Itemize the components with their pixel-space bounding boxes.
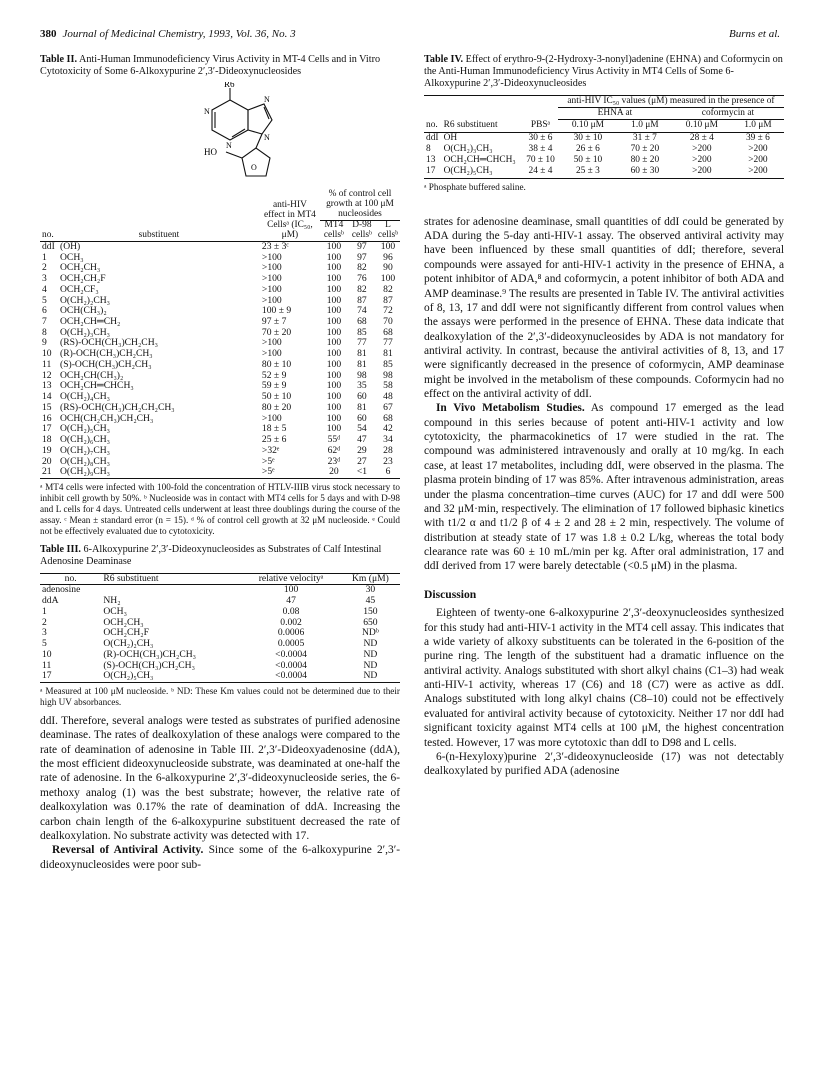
t2-cell-l: 28 (383, 444, 393, 456)
t2-cell-ic50: >100 (261, 273, 282, 285)
t2-cell-substituent: O(CH₂)₂CH₃ (60, 294, 111, 306)
t2-cell-no: ddI (42, 240, 55, 252)
t3-cell-velocity: <0.0004 (275, 670, 307, 682)
t2-cell-l: 85 (383, 358, 393, 370)
t4-cell-cof-1: >200 (692, 166, 712, 177)
t4-body (424, 132, 784, 178)
t2-cell-l: 96 (383, 251, 393, 263)
t2-cell-l: 68 (383, 412, 393, 424)
t4-cell-no: 8 (426, 143, 431, 154)
t3-col-r6: R6 substituent (103, 572, 159, 584)
t3-cell-velocity: 0.0006 (277, 627, 305, 639)
table4-label: Table IV. (424, 54, 464, 65)
t2-cell-substituent: O(CH₂)₃CH₃ (60, 326, 111, 338)
t3-cell-substituent: O(CH₂)₂CH₃ (103, 638, 154, 650)
struct-n1-label: N (204, 107, 210, 117)
table-row (424, 132, 784, 144)
t3-cell-no: 3 (42, 627, 47, 639)
table-row (40, 403, 400, 414)
t4-cell-ehna-2: 80 ± 20 (630, 155, 660, 166)
t2-cell-no: 11 (42, 358, 52, 370)
t2-col-group: % of control cell growth at 100 μM nucleosides (320, 190, 400, 220)
table-row (40, 639, 400, 650)
t2-cell-no: 21 (42, 466, 52, 478)
t3-cell-velocity: 0.0005 (277, 638, 305, 650)
t4-cell-no: 13 (426, 155, 436, 166)
table4 (424, 95, 784, 179)
t2-cell-substituent: OCH(CH₂CH₃)CH₂CH₃ (60, 412, 154, 424)
purine-nucleoside-structure (190, 82, 310, 190)
t4-cell-no: 17 (426, 166, 436, 177)
t4-col-r6: R6 substituent (443, 120, 498, 131)
t2-cell-d98: 47 (357, 434, 367, 446)
t2-cell-d98: <1 (356, 466, 368, 478)
t2-body (40, 241, 400, 478)
t4-cell-cof-2: >200 (748, 155, 768, 166)
struct-o-label: O (251, 163, 257, 173)
t3-cell-velocity: 0.002 (280, 616, 302, 628)
t2-cell-ic50: 97 ± 7 (261, 315, 287, 327)
table4-caption (424, 54, 784, 91)
t4-coformycin-header: coformycin at (672, 107, 784, 119)
t3-cell-no: 5 (42, 638, 47, 650)
t2-cell-mt4: 100 (326, 251, 342, 263)
t3-cell-no: 2 (42, 616, 47, 628)
t2-cell-ic50: 59 ± 9 (261, 380, 287, 392)
t2-cell-substituent: O(CH₂)₈CH₃ (60, 455, 111, 467)
t2-cell-mt4: 55ᵈ (327, 434, 341, 446)
table3 (40, 573, 400, 683)
t4-col-conc-2: 1.0 μM (631, 120, 659, 131)
t2-cell-substituent: (RS)-OCH(CH₃)CH₂CH₃ (60, 337, 158, 349)
t2-cell-no: 12 (42, 369, 52, 381)
table4-title: Effect of erythro-9-(2-Hydroxy-3-nonyl)adenine (EHNA) and Coformycin on the Anti-Human Immunodeficiency Virus Activity in MT4 Cells of Some 6-Alkoxypurine 2′,3′-Dideoxynucleosides (424, 54, 783, 90)
t2-cell-l: 98 (383, 369, 393, 381)
t2-cell-d98: 98 (357, 369, 367, 381)
t2-cell-substituent: OCH₂CH₂F (60, 273, 106, 285)
t2-cell-ic50: 50 ± 10 (261, 391, 292, 403)
t2-cell-substituent: OCH₂CH₃ (60, 262, 101, 274)
t2-cell-no: 17 (42, 423, 52, 435)
t2-cell-ic50: >100 (261, 251, 282, 263)
t2-cell-no: 9 (42, 337, 47, 349)
t2-cell-substituent: OCH₂CH═CH₂ (60, 315, 121, 327)
t2-cell-l: 81 (383, 348, 393, 360)
running-head-authors: Burns et al. (728, 28, 780, 40)
t2-cell-no: 10 (42, 348, 52, 360)
t2-cell-d98: 60 (357, 391, 367, 403)
t3-cell-velocity: <0.0004 (275, 659, 307, 671)
t4-cell-substituent: OH (443, 132, 458, 143)
left-paragraph-2 (40, 843, 400, 872)
t3-cell-km: 45 (365, 595, 376, 607)
t2-cell-no: 20 (42, 455, 52, 467)
t2-cell-ic50: >100 (261, 283, 282, 295)
right-column (424, 54, 784, 779)
t4-ehna-header: EHNA at (558, 107, 672, 119)
t4-cell-ehna-1: 25 ± 3 (575, 166, 600, 177)
t2-cell-no: 4 (42, 283, 47, 295)
table2 (40, 190, 400, 479)
t2-cell-ic50: 80 ± 20 (261, 401, 292, 413)
t2-cell-mt4: 20 (329, 466, 339, 478)
reversal-text: Since some of the 6-alkoxypurine 2′,3′-dideoxynucleosides were poor sub- (40, 844, 400, 871)
struct-n9-label: N (264, 133, 270, 143)
t2-cell-d98: 81 (357, 358, 367, 370)
t2-col-l: L cellsᵇ (377, 220, 399, 240)
t4-cell-ehna-2: 70 ± 20 (630, 143, 660, 154)
t2-cell-substituent: OCH₃ (60, 251, 84, 263)
t2-cell-no: 5 (42, 294, 47, 306)
t2-cell-mt4: 100 (326, 423, 342, 435)
t3-cell-substituent (101, 585, 241, 596)
t3-cell-km: 150 (363, 605, 378, 617)
t3-cell-velocity: 100 (283, 584, 299, 596)
table4-footnote: ᵃ Phosphate buffered saline. (424, 181, 526, 192)
struct-n7-label: N (264, 95, 270, 105)
t2-cell-ic50: 18 ± 5 (261, 423, 287, 435)
t2-cell-mt4: 100 (326, 401, 342, 413)
t3-cell-velocity: <0.0004 (275, 648, 307, 660)
t2-cell-ic50: 25 ± 6 (261, 434, 287, 446)
t2-cell-mt4: 100 (326, 337, 342, 349)
t4-cell-ehna-2: 31 ± 7 (632, 132, 657, 143)
t4-cell-pbs: 24 ± 4 (528, 166, 553, 177)
t2-cell-d98: 27 (357, 455, 367, 467)
t2-cell-mt4: 100 (326, 283, 342, 295)
t2-cell-no: 19 (42, 444, 52, 456)
running-head-left (40, 28, 296, 40)
t2-cell-l: 67 (383, 401, 393, 413)
page-number: 380 (40, 28, 57, 40)
t2-cell-substituent: O(CH₂)₆CH₃ (60, 434, 111, 446)
t3-col-km: Km (μM) (351, 572, 389, 584)
table-row (40, 661, 400, 672)
t2-cell-l: 82 (383, 283, 393, 295)
t4-cell-substituent: OCH₂CH═CHCH₃ (443, 155, 516, 166)
t2-cell-substituent: (OH) (60, 240, 81, 252)
t3-cell-velocity: 0.08 (282, 605, 300, 617)
t2-cell-ic50: >100 (261, 337, 282, 349)
t4-cell-substituent: O(CH₂)₅CH₃ (443, 166, 493, 177)
t2-cell-d98: 76 (357, 273, 367, 285)
t4-cell-no: ddI (426, 132, 439, 143)
t2-cell-mt4: 100 (326, 294, 342, 306)
t4-blank-header-2 (424, 107, 558, 119)
t3-cell-no: 17 (42, 670, 52, 682)
t2-cell-d98: 82 (357, 262, 367, 274)
t2-cell-ic50: >100 (261, 294, 282, 306)
t2-cell-mt4: 100 (326, 380, 342, 392)
t2-cell-l: 100 (380, 240, 396, 252)
t3-cell-km: ND (363, 648, 378, 660)
right-paragraph-3: Eighteen of twenty-one 6-alkoxypurine 2′,3′-deoxynucleosides synthesized for this study had anti-HIV-1 activity in the MT4 cell assay. This indicates that a wide variety of alkoxy substituents can be tolerated in the 6-position of the purine ring. The length of the substituent had a dramatic influence on the antiviral activity. Analogs substituted with short alkyl chains (C1–3) had weak anti-HIV-1 activity, whereas 17 (C6) and 18 (C7) were as active as ddI. Analogs substituted with long alkyl chains (C8–10) could not be effectively evaluated for antiviral activity because of cytotoxicity. Neither 17 nor ddI had significant toxicity against MT4 cells at 100 μM, the highest concentration tested. However, 17 was more cytotoxic than ddI to D98 and L cells. (424, 607, 784, 749)
t4-col-conc-3: 0.10 μM (685, 120, 718, 131)
t4-group-header: anti-HIV IC₅₀ values (μM) measured in the presence of (558, 95, 784, 107)
t2-cell-mt4: 100 (326, 369, 342, 381)
t2-cell-d98: 54 (357, 423, 367, 435)
t3-cell-no: adenosine (42, 584, 81, 596)
discussion-heading: Discussion (424, 587, 477, 601)
table2-caption (40, 54, 400, 78)
t2-cell-d98: 97 (357, 251, 367, 263)
t2-cell-substituent: OCH₂CH═CHCH₃ (60, 380, 134, 392)
t2-col-d98: D-98 cellsᵇ (351, 220, 372, 240)
t2-cell-no: 8 (42, 326, 47, 338)
t4-cell-pbs: 70 ± 10 (526, 155, 555, 166)
table2-structure-figure (190, 82, 310, 190)
t3-cell-substituent: (R)-OCH(CH₃)CH₂CH₃ (103, 648, 197, 660)
t2-cell-substituent: OCH₂CF₃ (60, 283, 99, 295)
t2-cell-mt4: 100 (326, 412, 342, 424)
t2-cell-mt4: 100 (326, 315, 342, 327)
t2-cell-mt4: 100 (326, 240, 342, 252)
t2-cell-d98: 77 (357, 337, 367, 349)
t2-col-mt4: MT4 cellsᵇ (323, 220, 344, 240)
t2-cell-no: 14 (42, 391, 52, 403)
t2-cell-no: 16 (42, 412, 52, 424)
table-row (40, 585, 400, 596)
t4-cell-ehna-2: 60 ± 30 (630, 166, 660, 177)
t3-cell-km: 650 (363, 616, 378, 628)
t2-cell-l: 48 (383, 391, 393, 403)
t2-cell-d98: 81 (357, 348, 367, 360)
left-paragraph-1: ddI. Therefore, several analogs were tested as substrates of purified adenosine deaminase. The rates of dealkoxylation of these analogs were compared to the rate of deamination of adenosine in Table III. 2′,3′-Dideoxyadenosine (ddA), the most efficient dideoxynucleoside substrate, was deaminated at one-half the rate of adenosine. In the 6-alkoxypurine 2′,3′-dideoxynucleoside series, the 6-methoxy analog (1) was the best substrate; however, the relative rate of dealkoxylation was 0.17% the rate of deamination of ddA. Increasing the carbon chain length of the 6-alkoxypurine substituent decreased the rate of dealkoxylation. No substrate activity was detected with 17. (40, 715, 400, 842)
table-row (40, 607, 400, 618)
t2-cell-l: 68 (383, 326, 393, 338)
t2-cell-no: 13 (42, 380, 52, 392)
t2-cell-substituent: O(CH₂)₅CH₃ (60, 423, 111, 435)
t2-col-antihiv: anti-HIV effect in MT4 Cellsᵃ (IC₅₀, μM) (263, 200, 316, 240)
t2-cell-l: 23 (383, 455, 393, 467)
t2-cell-d98: 35 (357, 380, 367, 392)
t2-cell-ic50: >100 (261, 262, 282, 274)
t2-cell-d98: 82 (357, 283, 367, 295)
table3-caption (40, 544, 400, 568)
right-paragraph-4: 6-(n-Hexyloxy)purine 2′,3′-dideoxynucleoside (17) was not detectably dealkoxylated by purified ADA (adenosine (424, 750, 784, 778)
t3-cell-velocity: 47 (286, 595, 296, 607)
t2-cell-no: 2 (42, 262, 47, 274)
t2-cell-no: 6 (42, 305, 47, 317)
t2-cell-no: 1 (42, 251, 47, 263)
t2-cell-d98: 85 (357, 326, 367, 338)
t2-cell-substituent: OCH₂CH(CH₃)₂ (60, 369, 124, 381)
reversal-heading: Reversal of Antiviral Activity. (52, 844, 204, 857)
t2-col-no: no. (42, 229, 54, 240)
t2-cell-d98: 97 (357, 240, 367, 252)
t2-cell-l: 72 (383, 305, 393, 317)
t3-col-no: no. (64, 572, 77, 584)
invivo-heading: In Vivo Metabolism Studies. (436, 402, 585, 415)
t4-col-no: no. (426, 120, 438, 131)
t4-col-pbs: PBSᵃ (530, 120, 551, 131)
t2-cell-l: 58 (383, 380, 393, 392)
t2-cell-mt4: 62ᵈ (327, 444, 341, 456)
t2-cell-ic50: 80 ± 10 (261, 358, 292, 370)
t3-cell-substituent: OCH₃ (103, 605, 127, 617)
t2-cell-ic50: >5ᵉ (261, 466, 275, 478)
t2-cell-l: 87 (383, 294, 393, 306)
invivo-text: As compound 17 emerged as the lead compound in this series because of potent anti-HIV-1 activity and low cytotoxicity, the pharmacokinetics of 17 were studied in the rat. The compound was administered intravenously and orally at 10 mg/kg. In each case, at least 17 metabolites, including ddI, were observed in the plasma. The plasma protein binding of 17 was 85%. After intravenous administration, areas under the plasma concentration–time curves (AUC) for 17 and ddI were 500 and 32 μM·min, respectively. The elimination of 17 followed biphasic kinetics with t1/2 α and t1/2 β of 4 ± 2 and 28 ± 2 min, respectively. The volume of distribution at steady state of 17 was 1.8 ± 0.2 L/kg, whereas the total body clearance rate was 60 ± 10 mL/min per kg. After oral administration, 17 and ddI derived from 17 were barely detectable (<0.5 μM) in the plasma. (424, 402, 784, 573)
t3-col-velocity: relative velocityᵃ (258, 572, 324, 584)
t2-cell-l: 90 (383, 262, 393, 274)
t2-cell-ic50: >5ᵉ (261, 455, 275, 467)
t2-cell-l: 34 (383, 434, 393, 446)
t3-cell-substituent: O(CH₂)₅CH₃ (103, 670, 154, 682)
t3-cell-substituent: NH₂ (103, 595, 121, 607)
t4-cell-cof-2: >200 (748, 143, 768, 154)
t2-cell-l: 6 (385, 466, 391, 478)
table-row (424, 155, 784, 166)
running-head (40, 28, 780, 44)
table3-title: 6-Alkoxypurine 2′,3′-Dideoxynucleosides as Substrates of Calf Intestinal Adenosine Deaminase (40, 544, 382, 568)
t4-cell-pbs: 30 ± 6 (528, 132, 553, 143)
t4-blank-header (424, 95, 558, 107)
table3-label: Table III. (40, 544, 81, 556)
t3-cell-km: ND (363, 670, 378, 682)
table2-label: Table II. (40, 54, 77, 65)
t2-cell-substituent: O(CH₂)₉CH₃ (60, 466, 111, 478)
right-paragraph-1: strates for adenosine deaminase, small quantities of ddI could be generated by ADA during the 5-day anti-HIV-1 assay. The observed antiviral activity may have been influenced by these small quantities of ddI; therefore, several compounds were assayed for anti-HIV-1 activity in the presence of EHNA, a potent inhibitor of ADA,⁸ and coformycin, a potent inhibitor of both ADA and AMP deaminase.⁹ The results are presented in Table IV. The antiviral activities of 8, 13, 17 and ddI were not significantly different from control values when the assays were performed in the presence of EHNA. These data indicate that dealkoxylation of the 2′,3′-dideoxynucleosides by ADA is not mandatory for antiviral activity. In contrast, because the antiviral activities of 8, 13, and 17 were significantly decreased in the presence of coformycin, AMP deaminase might be involved in the metabolism of these compounds. Coformycin had no effect on the antiviral activity of ddI. (424, 215, 784, 401)
table2-footnote: ᵃ MT4 cells were infected with 100-fold the concentration of HTLV-IIIB virus stock necessary to inhibit cell growth by 50%. ᵇ Nucleoside was in contact with MT4 cells for 5 days and with D-98 and L cells for 4 days. Untreated cells underwent at least three doublings during the course of the assay. ᶜ Mean ± standard error (n = 15). ᵈ % of control cell growth at 32 μM nucleoside. ᵉ Could not be effectively evaluated due to cytotoxicity. (40, 482, 400, 537)
t3-cell-substituent: OCH₂CH₃ (103, 616, 144, 628)
table-row (40, 628, 400, 639)
left-column (40, 54, 400, 872)
t2-cell-l: 77 (383, 337, 393, 349)
t2-cell-mt4: 100 (326, 262, 342, 274)
t2-cell-d98: 60 (357, 412, 367, 424)
t2-cell-mt4: 100 (326, 348, 342, 360)
t2-col-substituent: substituent (138, 229, 180, 240)
table-row (424, 166, 784, 178)
t2-cell-d98: 74 (357, 305, 367, 317)
table-row (40, 618, 400, 629)
t4-cell-cof-2: 39 ± 6 (745, 132, 770, 143)
t4-col-conc-4: 1.0 μM (744, 120, 772, 131)
t3-body (40, 585, 400, 683)
t2-cell-substituent: O(CH₂)₇CH₃ (60, 444, 111, 456)
table-row (40, 650, 400, 661)
t4-cell-cof-1: >200 (692, 155, 712, 166)
t2-cell-ic50: 52 ± 9 (261, 369, 287, 381)
t2-cell-substituent: (S)-OCH(CH₃)CH₂CH₃ (60, 358, 152, 370)
t3-cell-no: 10 (42, 648, 52, 660)
t3-cell-substituent: OCH₂CH₂F (103, 627, 149, 639)
t2-cell-ic50: >32ᵉ (261, 444, 280, 456)
t2-cell-l: 100 (380, 273, 396, 285)
t3-cell-substituent: (S)-OCH(CH₃)CH₂CH₃ (103, 659, 195, 671)
t2-cell-no: 18 (42, 434, 52, 446)
table2-title: Anti-Human Immunodeficiency Virus Activity in MT-4 Cells and in Vitro Cytotoxicity of Some 6-Alkoxypurine 2′,3′-Dideoxynucleosides (40, 54, 381, 78)
t2-cell-l: 70 (383, 315, 393, 327)
t4-cell-cof-1: 28 ± 4 (689, 132, 714, 143)
table3-footnote: ᵃ Measured at 100 μM nucleoside. ᵇ ND: These Km values could not be determined due to their high UV absorbances. (40, 685, 400, 707)
t2-cell-no: 7 (42, 315, 47, 327)
t2-cell-mt4: 100 (326, 326, 342, 338)
t3-cell-no: ddA (42, 595, 59, 607)
t2-cell-l: 42 (383, 423, 393, 435)
t4-cell-substituent: O(CH₂)₃CH₃ (443, 143, 493, 154)
table-row (40, 671, 400, 682)
t4-col-conc-1: 0.10 μM (571, 120, 604, 131)
t4-cell-ehna-1: 26 ± 6 (575, 143, 600, 154)
t3-cell-no: 1 (42, 605, 47, 617)
t2-cell-ic50: >100 (261, 348, 282, 360)
t2-cell-mt4: 100 (326, 391, 342, 403)
struct-ho-label: HO (204, 147, 217, 158)
right-paragraph-2 (424, 401, 784, 573)
t3-cell-no: 11 (42, 659, 52, 671)
t2-cell-ic50: 23 ± 3ᶜ (261, 240, 289, 252)
table-row (424, 144, 784, 155)
left-body-text (40, 714, 400, 872)
t2-cell-substituent: OCH(CH₃)₂ (60, 305, 107, 317)
t2-cell-ic50: 70 ± 20 (261, 326, 292, 338)
t2-cell-mt4: 100 (326, 305, 342, 317)
t4-cell-cof-1: >200 (692, 143, 712, 154)
t2-cell-ic50: 100 ± 9 (261, 305, 292, 317)
t2-cell-d98: 68 (357, 315, 367, 327)
t2-cell-substituent: (RS)-OCH(CH₃)CH₂CH₂CH₃ (60, 401, 175, 413)
t2-cell-mt4: 100 (326, 358, 342, 370)
t2-cell-d98: 29 (357, 444, 367, 456)
t4-cell-cof-2: >200 (748, 166, 768, 177)
t2-cell-d98: 81 (357, 401, 367, 413)
t3-cell-km: NDᵇ (361, 627, 379, 639)
t3-cell-km: 30 (365, 584, 376, 596)
table-row (40, 467, 400, 478)
table-row (40, 241, 400, 252)
table-row (40, 446, 400, 457)
t2-cell-substituent: O(CH₂)₄CH₃ (60, 391, 111, 403)
t3-cell-km: ND (363, 659, 378, 671)
t3-cell-km: ND (363, 638, 378, 650)
t2-cell-mt4: 100 (326, 273, 342, 285)
struct-r6-label: R6 (224, 82, 235, 90)
struct-n3-label: N (226, 141, 232, 151)
table-row (40, 285, 400, 296)
t4-cell-ehna-1: 50 ± 10 (573, 155, 603, 166)
t2-cell-d98: 87 (357, 294, 367, 306)
t2-cell-no: 15 (42, 401, 52, 413)
t2-cell-no: 3 (42, 273, 47, 285)
table-row (40, 596, 400, 607)
t2-cell-substituent: (R)-OCH(CH₃)CH₂CH₃ (60, 348, 153, 360)
t2-cell-ic50: >100 (261, 412, 282, 424)
journal-citation: Journal of Medicinal Chemistry, 1993, Vol. 36, No. 3 (62, 28, 296, 40)
t4-cell-pbs: 38 ± 4 (528, 143, 553, 154)
t4-cell-ehna-1: 30 ± 10 (573, 132, 603, 143)
right-body-text (424, 215, 784, 779)
t2-cell-mt4: 23ᵈ (327, 455, 341, 467)
